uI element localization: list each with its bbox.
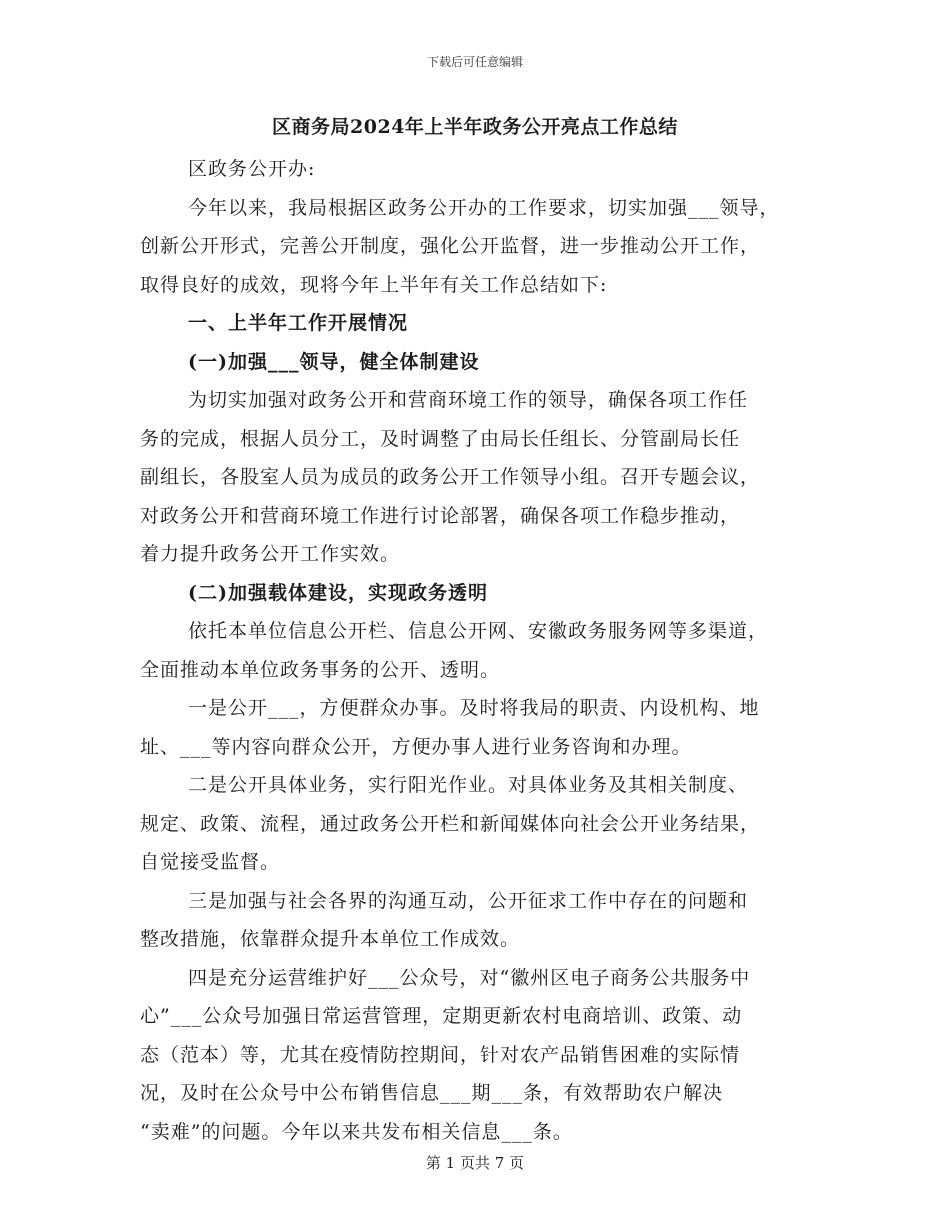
paragraph-line: 四是充分运营维护好___公众号，对“徽州区电子商务公共服务中 [188, 966, 751, 989]
paragraph-line: 二是公开具体业务，实行阳光作业。对具体业务及其相关制度、 [188, 774, 749, 796]
paragraph-line: 址、___等内容向群众公开，方便办事人进行业务咨询和办理。 [140, 735, 692, 758]
paragraph-line: 创新公开形式，完善公开制度，强化公开监督，进一步推动公开工作， [140, 235, 761, 257]
section-heading-line: (一)加强___领导，健全体制建设 [188, 350, 480, 373]
paragraph-line: 今年以来，我局根据区政务公开办的工作要求，切实加强___领导， [188, 196, 780, 219]
paragraph-line: 依托本单位信息公开栏、信息公开网、安徽政务服务网等多渠道， [188, 620, 769, 642]
paragraph-line: 况，及时在公众号中公布销售信息___期___条，有效帮助农户解决 [140, 1082, 724, 1104]
paragraph-line: 规定、政策、流程，通过政务公开栏和新闻媒体向社会公开业务结果， [140, 812, 761, 835]
document-body [140, 150, 820, 1151]
paragraph-line: 全面推动本单位政务事务的公开、透明。 [140, 658, 501, 681]
paragraph-line: 态（范本）等，尤其在疫情防控期间，针对农产品销售困难的实际情 [140, 1043, 741, 1066]
paragraph-line: 对政务公开和营商环境工作进行讨论部署，确保各项工作稳步推动， [140, 504, 741, 527]
document-title: 区商务局2024年上半年政务公开亮点工作总结 [272, 116, 678, 138]
page-number: 第 1 页共 7 页 [425, 1154, 525, 1172]
paragraph-line: 务的完成，根据人员分工，及时调整了由局长任组长、分管副局长任 [140, 427, 741, 450]
paragraph-line: 副组长，各股室人员为成员的政务公开工作领导小组。召开专题会议， [140, 466, 761, 488]
paragraph-line: 一是公开___，方便群众办事。及时将我局的职责、内设机构、地 [188, 697, 760, 719]
section-heading-line: 一、上半年工作开展情况 [188, 312, 409, 334]
paragraph-line: 取得良好的成效，现将今年上半年有关工作总结如下: [140, 273, 608, 296]
paragraph-line: 三是加强与社会各界的沟通互动，公开征求工作中存在的问题和 [188, 889, 749, 912]
paragraph-line: 区政务公开办: [188, 158, 316, 180]
paragraph-line: “卖难”的问题。今年以来共发布相关信息___条。 [140, 1120, 573, 1143]
paragraph-line: 自觉接受监督。 [140, 851, 281, 873]
paragraph-line: 心”___公众号加强日常运营管理，定期更新农村电商培训、政策、动 [140, 1005, 743, 1027]
section-heading-line: (二)加强载体建设，实现政务透明 [188, 581, 488, 604]
paragraph-line: 为切实加强对政务公开和营商环境工作的领导，确保各项工作任 [188, 389, 749, 411]
paragraph-line: 整改措施，依靠群众提升本单位工作成效。 [140, 928, 521, 950]
header-note: 下载后可任意编辑 [426, 55, 523, 69]
paragraph-line: 着力提升政务公开工作实效。 [140, 543, 401, 565]
